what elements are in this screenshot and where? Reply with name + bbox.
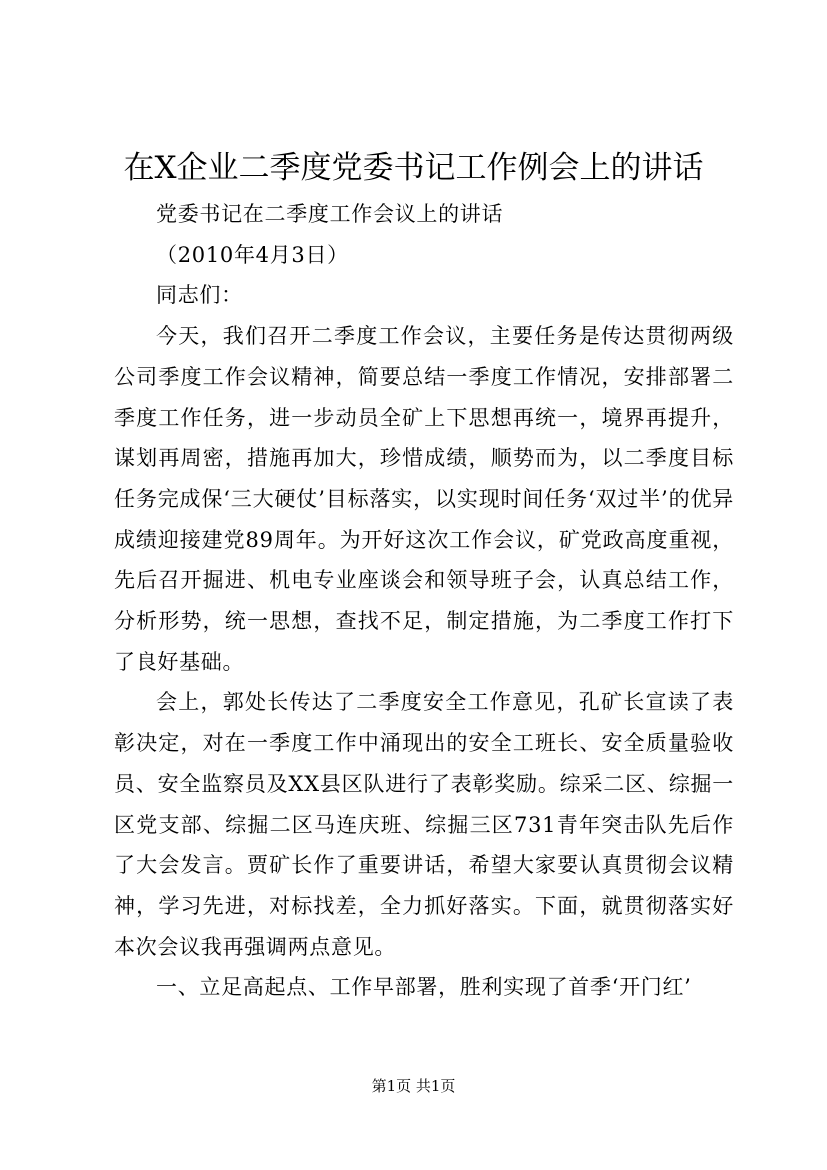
paragraph: 会上，郭处长传达了二季度安全工作意见，孔矿长宣读了表彰决定，对在一季度工作中涌现出的安全工班长、安全质量验收员、安全监察员及XX县区队进行了表彰奖励。综采二区、综掘一区党支部、综掘二区马连庆班、综掘三区731青年突击队先后作了大会发言。贾矿长作了重要讲话，希望大家要认真贯彻会议精神，学习先进，对标找差，全力抓好落实。下面，就贯彻落实好本次会议我再强调两点意见。 xyxy=(114,690,734,959)
document-date: （2010年4月3日） xyxy=(156,242,349,267)
document-title: 在X企业二季度党委书记工作例会上的讲话 xyxy=(123,150,704,186)
document-body xyxy=(114,194,734,1008)
page-footer: 第1页 共1页 xyxy=(371,1077,456,1095)
salutation: 同志们： xyxy=(156,283,243,308)
document-subtitle: 党委书记在二季度工作会议上的讲话 xyxy=(156,202,504,226)
paragraph: 今天，我们召开二季度工作会议，主要任务是传达贯彻两级公司季度工作会议精神，简要总结一季度工作情况，安排部署二季度工作任务，进一步动员全矿上下思想再统一，境界再提升，谋划再周密，措施再加大，珍惜成绩，顺势而为，以二季度目标任务完成保‘三大硬仗’目标落实，以实现时间任务‘双过半’的优异成绩迎接建党89周年。为开好这次工作会议，矿党政高度重视，先后召开掘进、机电专业座谈会和领导班子会，认真总结工作，分析形势，统一思想，查找不足，制定措施，为二季度工作打下了良好基础。 xyxy=(114,324,734,674)
section-heading: 一、立足高起点、工作早部署，胜利实现了首季‘开门红’ xyxy=(156,975,692,1000)
